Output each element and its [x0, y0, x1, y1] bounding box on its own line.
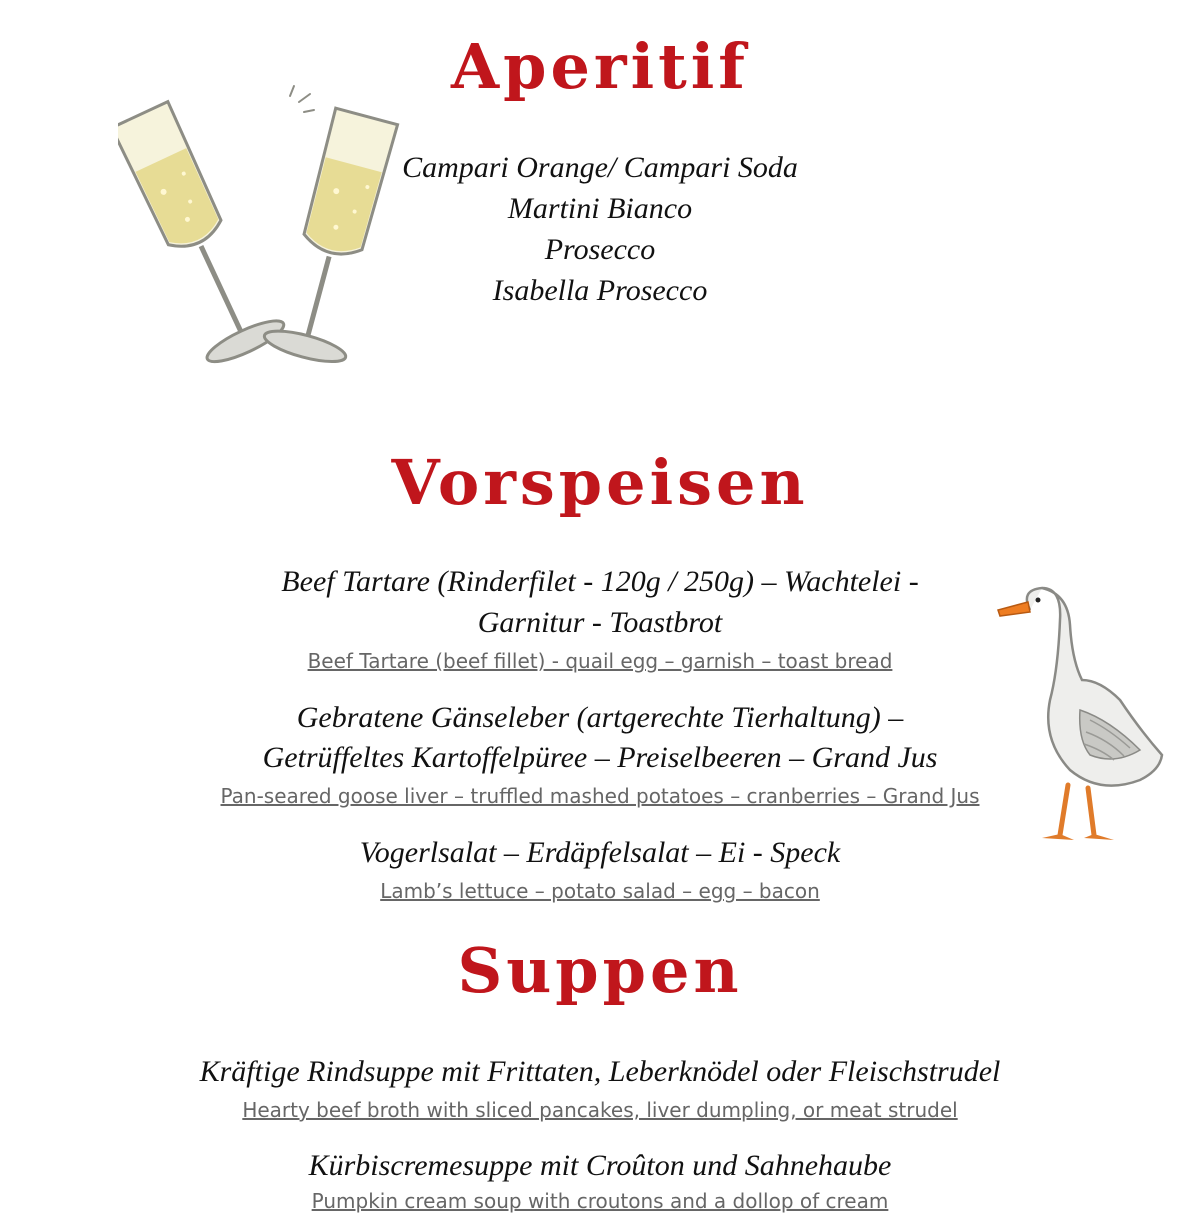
- dish-translation: Pan-seared goose liver – truffled mashed potatoes – cranberries – Grand Jus: [220, 784, 980, 808]
- dish-translation: Pumpkin cream soup with croutons and a dollop of cream: [311, 1189, 889, 1213]
- aperitif-item: Martini Bianco: [507, 192, 693, 225]
- dish-name: Beef Tartare (Rinderfilet - 120g / 250g) – Wachtelei -: [281, 565, 919, 598]
- aperitif-item: Campari Orange/ Campari Soda: [402, 151, 798, 184]
- aperitif-item: Isabella Prosecco: [492, 274, 708, 307]
- suppen-title: Suppen: [457, 934, 743, 1007]
- dish-name: Kürbiscremesuppe mit Croûton und Sahnehaube: [308, 1149, 892, 1182]
- dish-translation: Hearty beef broth with sliced pancakes, liver dumpling, or meat strudel: [242, 1098, 958, 1122]
- aperitif-title: Aperitif: [451, 30, 749, 103]
- dish-name: Vogerlsalat – Erdäpfelsalat – Ei - Speck: [359, 836, 841, 869]
- dish-name: Gebratene Gänseleber (artgerechte Tierhaltung) –: [296, 701, 904, 734]
- dish-name: Kräftige Rindsuppe mit Frittaten, Leberknödel oder Fleischstrudel: [199, 1055, 1001, 1088]
- goose-icon: [990, 580, 1170, 850]
- vorspeisen-title: Vorspeisen: [391, 446, 809, 519]
- dish-translation: Beef Tartare (beef fillet) - quail egg – garnish – toast bread: [307, 649, 893, 673]
- aperitif-item: Prosecco: [544, 233, 656, 266]
- dish-translation: Lamb’s lettuce – potato salad – egg – bacon: [380, 879, 820, 903]
- dish-name: Garnitur - Toastbrot: [477, 606, 723, 639]
- dish-name: Getrüffeltes Kartoffelpüree – Preiselbeeren – Grand Jus: [262, 741, 938, 774]
